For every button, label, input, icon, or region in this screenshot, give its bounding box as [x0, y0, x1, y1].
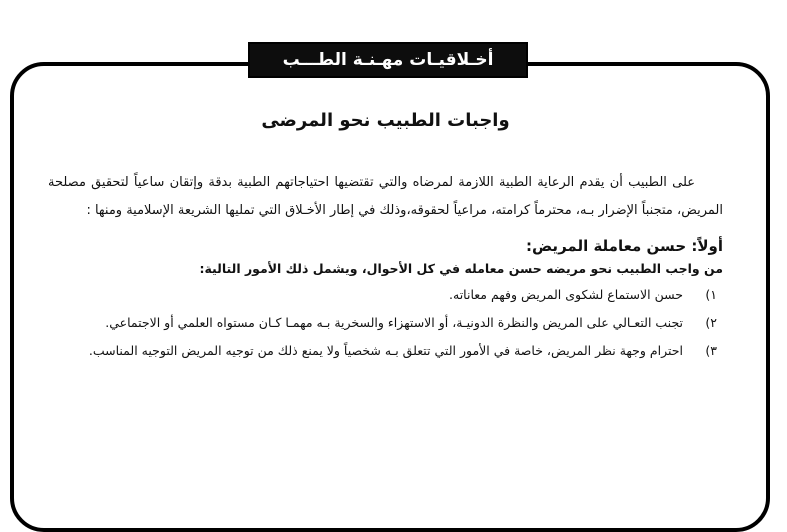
section-heading: أولاً: حسن معاملة المريض: — [525, 237, 723, 255]
page-title: واجبات الطبيب نحو المرضى — [261, 110, 510, 131]
list-item — [48, 282, 723, 308]
item-text: تجنب التعـالي على المريض والنظرة الدونيـة، أو الاستهزاء والسخرية بـه مهمـا كـان مستواه العلمي أو الاجتماعي. — [105, 315, 683, 330]
header-banner — [248, 42, 528, 78]
header-title: أخـلاقيـات مهـنـة الطـــب — [282, 50, 494, 70]
list-item — [48, 338, 723, 364]
item-number: ٣) — [705, 343, 717, 358]
section-lead: من واجب الطبيب نحو مريضه حسن معامله في كل الأحوال، ويشمل ذلك الأمور التالية: — [199, 261, 723, 276]
item-number: ١) — [705, 287, 717, 302]
duties-list — [48, 282, 723, 364]
intro-paragraph — [48, 169, 723, 225]
item-text: حسن الاستماع لشكوى المريض وفهم معاناته. — [449, 287, 683, 302]
item-number: ٢) — [705, 315, 717, 330]
item-text: احترام وجهة نظر المريض، خاصة في الأمور التي تتعلق بـه شخصياً ولا يمنع ذلك من توجيه المريض التوجيه المناسب. — [88, 343, 683, 358]
list-item — [48, 310, 723, 336]
page-content — [48, 110, 723, 366]
intro-text: على الطبيب أن يقدم الرعاية الطبية اللازمة لمرضاه والتي تقتضيها احتياجاتهم الطبية بدقة وإتقان ساعياً لتحقيق مصلحة المريض، متجنباً الإضرار بـه، محترماً كرامته، مراعياً لحقوقه،وذلك في إطار الأخـلاق التي تمليها الشريعة الإسلامية ومنها : — [48, 175, 723, 218]
